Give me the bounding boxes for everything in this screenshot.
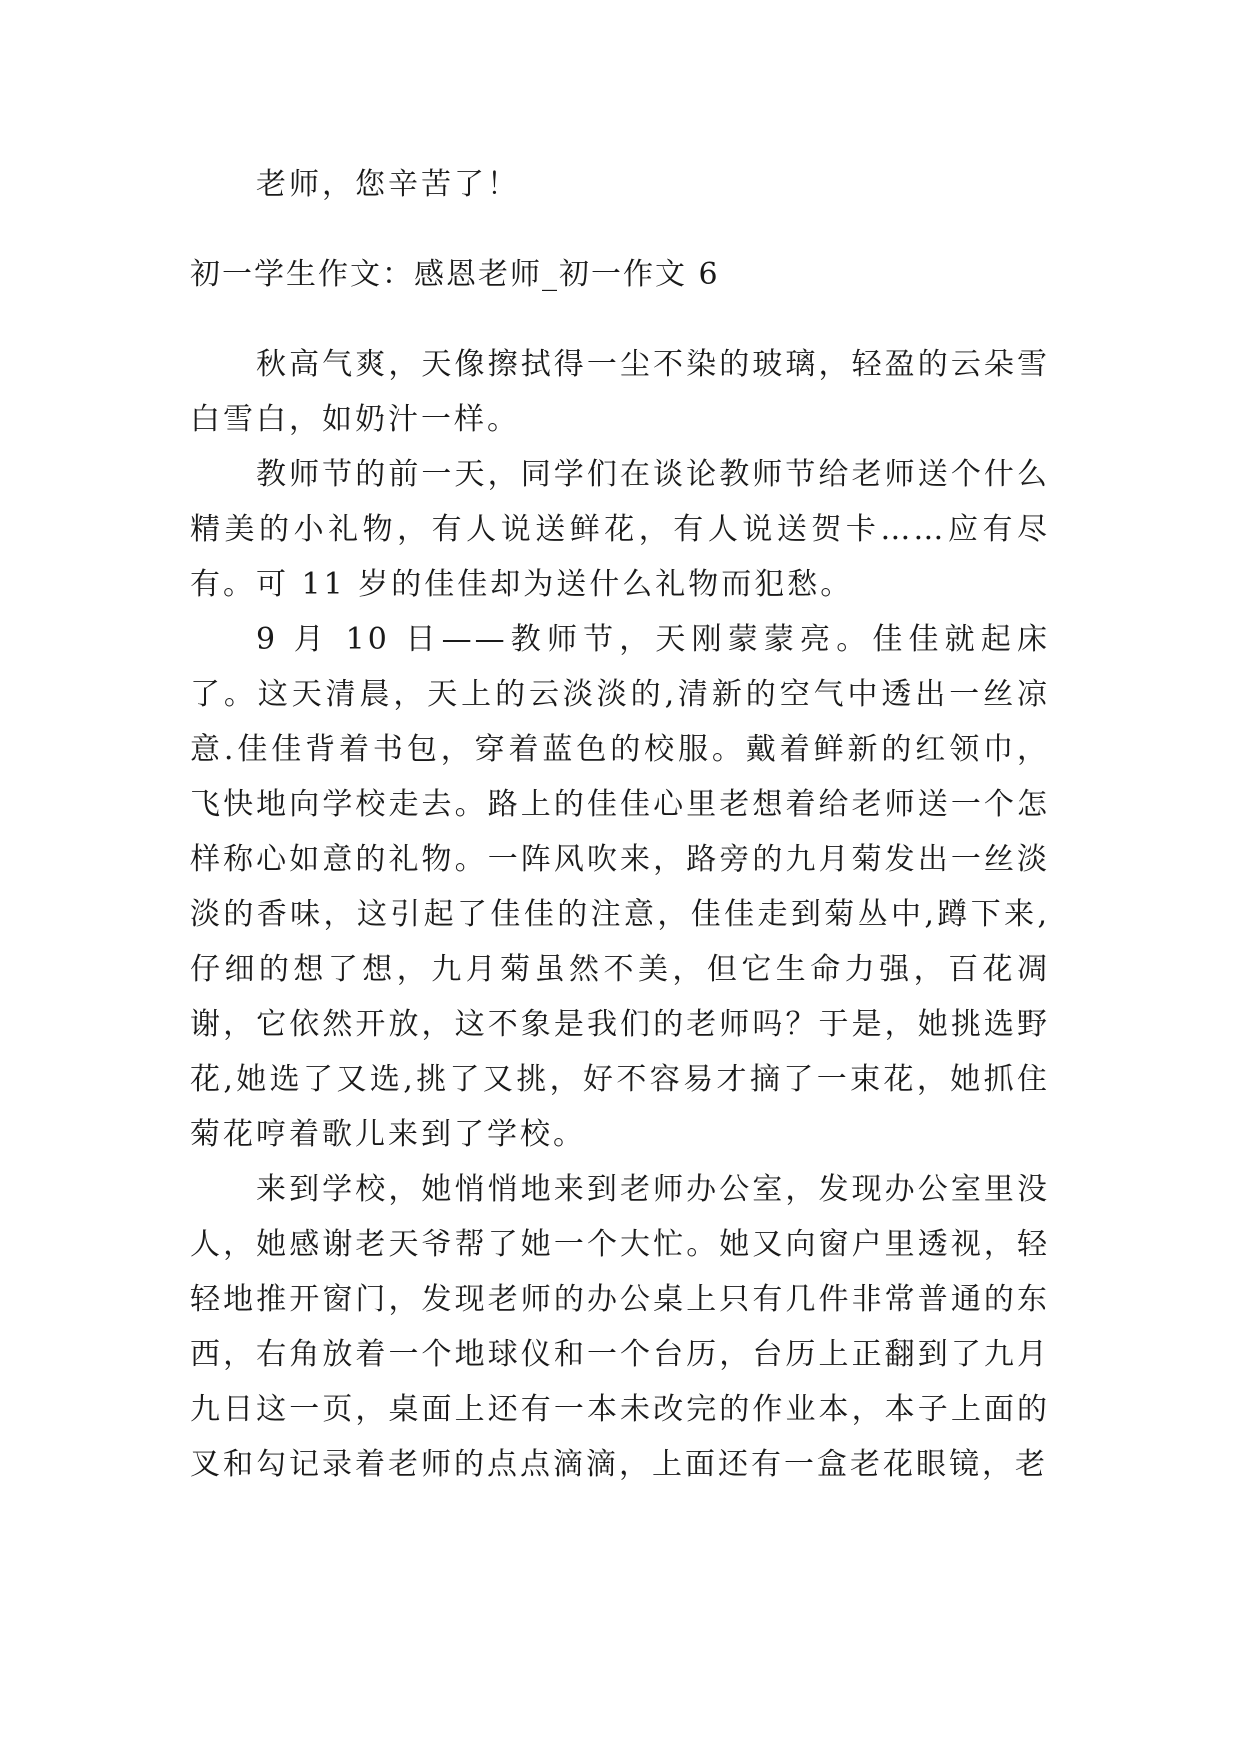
paragraph: 秋高气爽，天像擦拭得一尘不染的玻璃，轻盈的云朵雪白雪白，如奶汁一样。: [190, 347, 1050, 437]
section-heading: 初一学生作文：感恩老师_初一作文 6: [190, 257, 720, 292]
essay-body: [190, 337, 1050, 1492]
closing-line: 老师，您辛苦了！: [256, 167, 520, 202]
paragraph: 来到学校，她悄悄地来到老师办公室，发现办公室里没人，她感谢老天爷帮了她一个大忙。她又向窗户里透视，轻轻地推开窗门，发现老师的办公桌上只有几件非常普通的东西，右角放着一个地球仪和一个台历，台历上正翻到了九月九日这一页，桌面上还有一本未改完的作业本，本子上面的叉和勾记录着老师的点点滴滴，上面还有一盒老花眼镜，老: [190, 1172, 1050, 1482]
paragraph: 9 月 10 日——教师节，天刚蒙蒙亮。佳佳就起床了。这天清晨，天上的云淡淡的,清新的空气中透出一丝凉意.佳佳背着书包，穿着蓝色的校服。戴着鲜新的红领巾，飞快地向学校走去。路上的佳佳心里老想着给老师送一个怎样称心如意的礼物。一阵风吹来，路旁的九月菊发出一丝淡淡的香味，这引起了佳佳的注意，佳佳走到菊丛中,蹲下来,仔细的想了想，九月菊虽然不美，但它生命力强，百花凋谢，它依然开放，这不象是我们的老师吗？于是，她挑选野花,她选了又选,挑了又挑，好不容易才摘了一束花，她抓住菊花哼着歌儿来到了学校。: [190, 622, 1050, 1152]
paragraph: 教师节的前一天，同学们在谈论教师节给老师送个什么精美的小礼物，有人说送鲜花，有人说送贺卡……应有尽有。可 11 岁的佳佳却为送什么礼物而犯愁。: [190, 457, 1050, 602]
